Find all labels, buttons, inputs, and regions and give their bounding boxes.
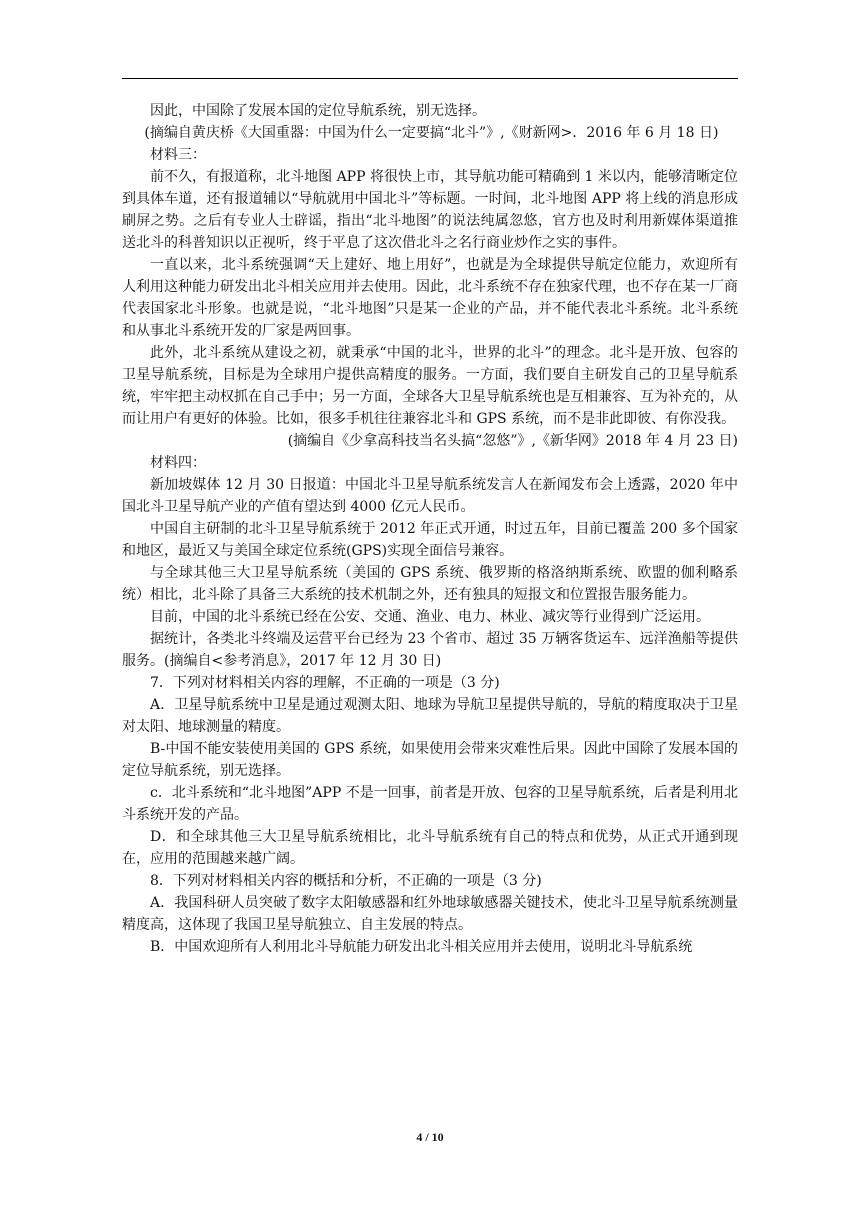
document-body [122, 100, 738, 958]
paragraph-singapore-report: 新加坡媒体 12 月 30 日报道：中国北斗卫星导航系统发言人在新闻发布会上透露，2020 年中国北斗卫星导航产业的产值有望达到 4000 亿元人民币。 [122, 477, 738, 515]
paragraph-beidou-positioning: 一直以来，北斗系统强调“天上建好、地上用好”，也就是为全球提供导航定位能力，欢迎所有人利用这种能力研发出北斗相关应用并去使用。因此，北斗系统不存在独家代理，也不存在某一厂商代表国家北斗形象。也就是说，“北斗地图”只是某一企业的产品，并不能代表北斗系统。北斗系统和从事北斗系统开发的厂家是两回事。 [122, 257, 738, 339]
question-8-option-b: B．中国欢迎所有人利用北斗导航能力研发出北斗相关应用并去使用，说明北斗导航系统 [150, 939, 693, 955]
paragraph-conclusion: 因此，中国除了发展本国的定位导航系统，别无选择。 [150, 103, 486, 119]
material-three-heading: 材料三： [150, 147, 206, 163]
question-8-option-a: A．我国科研人员突破了数字太阳敏感器和红外地球敏感器关键技术，使北斗卫星导航系统测量精度高，这体现了我国卫星导航独立、自主发展的特点。 [122, 895, 738, 933]
page-number: 4 / 10 [416, 1130, 444, 1144]
paragraph-comparison: 与全球其他三大卫星导航系统（美国的 GPS 系统、俄罗斯的格洛纳斯系统、欧盟的伽利略系统）相比，北斗除了具备三大系统的技术机制之外，还有独具的短报文和位置报告服务能力。 [122, 565, 738, 603]
citation-huang: (摘编自黄庆桥《大国重器：中国为什么一定要搞“北斗”》,《财新网>．2016 年 6 月 18 日) [144, 125, 719, 141]
question-8: 8．下列对材料相关内容的概括和分析，不正确的一项是（3 分) [150, 873, 542, 889]
question-7: 7．下列对材料相关内容的理解，不正确的一项是（3 分) [150, 675, 500, 691]
question-7-option-a: A．卫星导航系统中卫星是通过观测太阳、地球为导航卫星提供导航的，导航的精度取决于卫星对太阳、地球测量的精度。 [122, 697, 738, 735]
question-7-option-c: c．北斗系统和“北斗地图”APP 不是一回事，前者是开放、包容的卫星导航系统，后者是利用北斗系统开发的产品。 [122, 785, 738, 823]
material-four-heading: 材料四： [150, 455, 206, 471]
question-7-option-b: B-中国不能安装使用美国的 GPS 系统，如果使用会带来灾难性后果。因此中国除了发展本国的定位导航系统，别无选择。 [122, 741, 738, 779]
paragraph-industries: 目前，中国的北斗系统已经在公安、交通、渔业、电力、林业、减灾等行业得到广泛运用。 [150, 609, 710, 625]
question-7-option-d: D．和全球其他三大卫星导航系统相比，北斗导航系统有自己的特点和优势，从正式开通到现在，应用的范围越来越广阔。 [122, 829, 738, 867]
paragraph-beidou-open: 此外，北斗系统从建设之初，就秉承“中国的北斗，世界的北斗”的理念。北斗是开放、包容的卫星导航系统，目标是为全球用户提供高精度的服务。一方面，我们要自主研发自己的卫星导航系统，牢牢把主动权抓在自己手中；另一方面，全球各大卫星导航系统也是互相兼容、互为补充的，从而让用户有更好的体验。比如，很多手机往往兼容北斗和 GPS 系统，而不是非此即彼、有你没我。 [122, 345, 738, 427]
citation-xinhua: (摘编自《少拿高科技当名头搞“忽悠”》,《新华网》2018 年 4 月 23 日) [287, 433, 738, 449]
paragraph-beidou-map-rumor: 前不久，有报道称，北斗地图 APP 将很快上市，其导航功能可精确到 1 米以内，能够清晰定位到具体车道，还有报道辅以“导航就用中国北斗”等标题。一时间，北斗地图 APP 将上线的消息形成刷屏之势。之后有专业人士辟谣，指出“北斗地图”的说法纯属忽悠，官方也及时利用新媒体渠道推送北斗的科普知识以正视听，终于平息了这次借北斗之名行商业炒作之实的事件。 [122, 169, 738, 251]
paragraph-statistics: 据统计，各类北斗终端及运营平台已经为 23 个省市、超过 35 万辆客货运车、远洋渔船等提供服务。(摘编自<参考消息》，2017 年 12 月 30 日) [122, 631, 738, 669]
paragraph-coverage: 中国自主研制的北斗卫星导航系统于 2012 年正式开通，时过五年，目前已覆盖 200 多个国家和地区，最近又与美国全球定位系统(GPS)实现全面信号兼容。 [122, 521, 738, 559]
header-rule [122, 78, 738, 79]
